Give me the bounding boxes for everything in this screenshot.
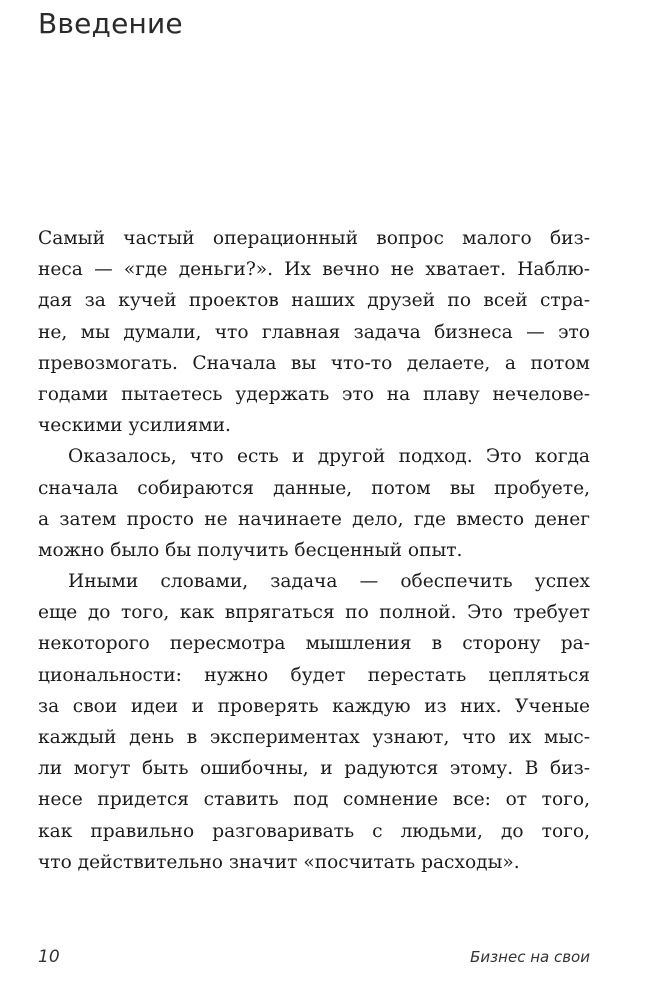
page-footer bbox=[38, 944, 590, 970]
text-line: годами пытаетесь удержать это на плаву нечелове- bbox=[38, 383, 590, 405]
text-line: что действительно значит «посчитать расходы». bbox=[38, 851, 520, 873]
text-line: Оказалось, что есть и другой подход. Это когда bbox=[68, 446, 590, 468]
paragraph-3 bbox=[38, 566, 590, 878]
paragraph-2 bbox=[38, 441, 590, 566]
paragraph-1 bbox=[38, 223, 590, 441]
text-line: Иными словами, задача — обеспечить успех bbox=[68, 571, 590, 593]
text-line: сначала собираются данные, потом вы пробуете, bbox=[38, 477, 590, 499]
chapter-title: Введение bbox=[38, 7, 183, 40]
text-line: ли могут быть ошибочны, и радуются этому. В биз- bbox=[38, 758, 590, 780]
text-line: а затем просто не начинаете дело, где вместо денег bbox=[38, 508, 590, 530]
text-line: дая за кучей проектов наших друзей по всей стра- bbox=[38, 290, 590, 312]
page-number: 10 bbox=[38, 947, 60, 967]
text-line: как правильно разговаривать с людьми, до того, bbox=[38, 820, 590, 842]
text-line: ческими усилиями. bbox=[38, 415, 231, 437]
text-line: Самый частый операционный вопрос малого биз- bbox=[38, 228, 590, 249]
text-line: еще до того, как впрягаться по полной. Это требует bbox=[38, 602, 590, 624]
text-line: неса — «где деньги?». Их вечно не хватает. Наблю- bbox=[38, 259, 590, 281]
text-line: можно было бы получить бесценный опыт. bbox=[38, 539, 463, 561]
text-line: некоторого пересмотра мышления в сторону ра- bbox=[38, 633, 590, 655]
text-line: каждый день в экспериментах узнают, что их мыс- bbox=[38, 727, 590, 748]
text-line: превозмогать. Сначала вы что-то делаете, а потом bbox=[38, 352, 590, 374]
text-line: не, мы думали, что главная задача бизнеса — это bbox=[38, 321, 590, 343]
text-line: за свои идеи и проверять каждую из них. Ученые bbox=[38, 695, 590, 717]
running-title: Бизнес на свои bbox=[470, 948, 590, 966]
body-text bbox=[38, 223, 590, 878]
text-line: несе придется ставить под сомнение все: от того, bbox=[38, 789, 590, 811]
text-line: циональности: нужно будет перестать цепляться bbox=[38, 664, 590, 686]
